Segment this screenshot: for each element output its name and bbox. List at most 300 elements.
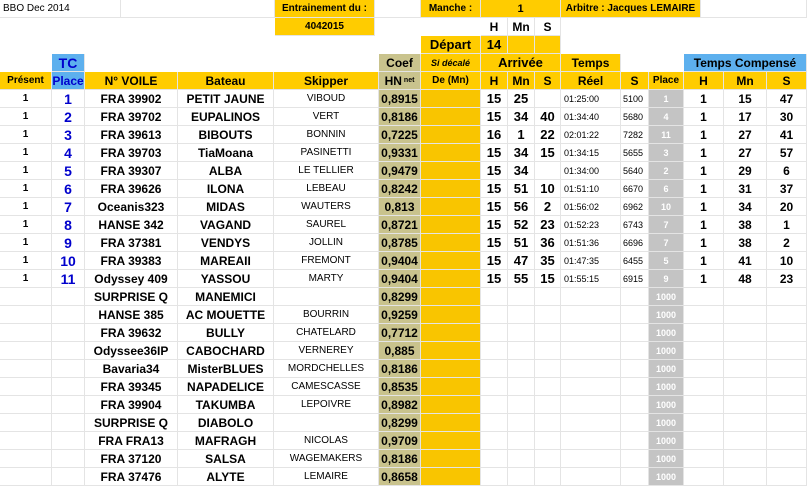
arrival-minute-cell[interactable]: 47 bbox=[508, 252, 535, 270]
comp-hour-cell[interactable]: 1 bbox=[684, 180, 724, 198]
place-cell[interactable]: 8 bbox=[52, 216, 85, 234]
comp-hour-cell[interactable]: 1 bbox=[684, 126, 724, 144]
arrival-minute-cell[interactable]: 51 bbox=[508, 234, 535, 252]
place-cell[interactable] bbox=[52, 324, 85, 342]
manche-label[interactable]: Manche : bbox=[421, 0, 481, 18]
arrival-hour-cell[interactable]: 16 bbox=[481, 126, 508, 144]
present-cell[interactable] bbox=[0, 468, 52, 486]
comp-minute-cell[interactable] bbox=[724, 396, 767, 414]
comp-hour-cell[interactable] bbox=[684, 468, 724, 486]
rank-cell[interactable]: 2 bbox=[649, 162, 684, 180]
comp-second-cell[interactable]: 23 bbox=[767, 270, 807, 288]
seconds-cell[interactable] bbox=[621, 414, 649, 432]
voile-cell[interactable]: FRA 39345 bbox=[85, 378, 178, 396]
real-time-cell[interactable]: 01:51:36 bbox=[561, 234, 621, 252]
bateau-cell[interactable]: MisterBLUES bbox=[178, 360, 274, 378]
comp-second-cell[interactable]: 57 bbox=[767, 144, 807, 162]
skipper-cell[interactable]: WAUTERS bbox=[274, 198, 379, 216]
comp-hour-cell[interactable]: 1 bbox=[684, 108, 724, 126]
voile-cell[interactable]: FRA 39702 bbox=[85, 108, 178, 126]
arrival-second-cell[interactable] bbox=[535, 450, 561, 468]
real-time-cell[interactable] bbox=[561, 360, 621, 378]
skipper-cell[interactable]: NICOLAS bbox=[274, 432, 379, 450]
place-cell[interactable]: 4 bbox=[52, 144, 85, 162]
decale-cell[interactable] bbox=[421, 396, 481, 414]
decale-cell[interactable] bbox=[421, 162, 481, 180]
rank-cell[interactable]: 5 bbox=[649, 252, 684, 270]
voile-cell[interactable]: FRA 39383 bbox=[85, 252, 178, 270]
rank-cell[interactable]: 9 bbox=[649, 270, 684, 288]
coef-cell[interactable]: 0,8186 bbox=[379, 108, 421, 126]
voile-cell[interactable]: FRA 37381 bbox=[85, 234, 178, 252]
rank-cell[interactable]: 1000 bbox=[649, 324, 684, 342]
place-cell[interactable] bbox=[52, 378, 85, 396]
rank-cell[interactable]: 1000 bbox=[649, 342, 684, 360]
bateau-cell[interactable]: MAFRAGH bbox=[178, 432, 274, 450]
coef-cell[interactable]: 0,9331 bbox=[379, 144, 421, 162]
real-time-cell[interactable]: 01:47:35 bbox=[561, 252, 621, 270]
depart-hour[interactable]: 14 bbox=[481, 36, 508, 54]
coef-cell[interactable]: 0,8721 bbox=[379, 216, 421, 234]
seconds-cell[interactable] bbox=[621, 342, 649, 360]
present-cell[interactable] bbox=[0, 324, 52, 342]
coef-cell[interactable]: 0,8299 bbox=[379, 288, 421, 306]
skipper-cell[interactable]: LEBEAU bbox=[274, 180, 379, 198]
decale-cell[interactable] bbox=[421, 450, 481, 468]
comp-second-cell[interactable] bbox=[767, 396, 807, 414]
arrival-minute-cell[interactable]: 56 bbox=[508, 198, 535, 216]
skipper-cell[interactable]: CHATELARD bbox=[274, 324, 379, 342]
entrainement-label[interactable]: Entrainement du : bbox=[275, 0, 375, 18]
voile-cell[interactable]: Odyssee36IP bbox=[85, 342, 178, 360]
arrival-second-cell[interactable]: 35 bbox=[535, 252, 561, 270]
comp-hour-cell[interactable]: 1 bbox=[684, 216, 724, 234]
place-cell[interactable]: 9 bbox=[52, 234, 85, 252]
place-cell[interactable] bbox=[52, 468, 85, 486]
skipper-cell[interactable]: VERNEREY bbox=[274, 342, 379, 360]
decale-cell[interactable] bbox=[421, 198, 481, 216]
arrival-minute-cell[interactable]: 52 bbox=[508, 216, 535, 234]
coef-cell[interactable]: 0,9404 bbox=[379, 270, 421, 288]
depart-second[interactable] bbox=[535, 36, 561, 54]
comp-minute-cell[interactable]: 48 bbox=[724, 270, 767, 288]
comp-second-cell[interactable]: 30 bbox=[767, 108, 807, 126]
present-cell[interactable] bbox=[0, 432, 52, 450]
comp-hour-cell[interactable] bbox=[684, 342, 724, 360]
comp-second-cell[interactable]: 47 bbox=[767, 90, 807, 108]
present-cell[interactable]: 1 bbox=[0, 216, 52, 234]
bateau-cell[interactable]: VAGAND bbox=[178, 216, 274, 234]
skipper-cell[interactable]: FREMONT bbox=[274, 252, 379, 270]
voile-cell[interactable]: HANSE 385 bbox=[85, 306, 178, 324]
arrival-hour-cell[interactable] bbox=[481, 360, 508, 378]
real-time-cell[interactable] bbox=[561, 450, 621, 468]
coef-cell[interactable]: 0,8915 bbox=[379, 90, 421, 108]
decale-cell[interactable] bbox=[421, 306, 481, 324]
bateau-cell[interactable]: BULLY bbox=[178, 324, 274, 342]
comp-hour-cell[interactable]: 1 bbox=[684, 90, 724, 108]
present-cell[interactable] bbox=[0, 288, 52, 306]
skipper-cell[interactable]: MORDCHELLES bbox=[274, 360, 379, 378]
comp-second-cell[interactable]: 10 bbox=[767, 252, 807, 270]
comp-minute-cell[interactable]: 29 bbox=[724, 162, 767, 180]
seconds-cell[interactable]: 5655 bbox=[621, 144, 649, 162]
real-time-cell[interactable] bbox=[561, 306, 621, 324]
skipper-cell[interactable]: VERT bbox=[274, 108, 379, 126]
real-time-cell[interactable] bbox=[561, 396, 621, 414]
place-cell[interactable] bbox=[52, 360, 85, 378]
bateau-cell[interactable]: EUPALINOS bbox=[178, 108, 274, 126]
rank-cell[interactable]: 10 bbox=[649, 198, 684, 216]
comp-second-cell[interactable] bbox=[767, 432, 807, 450]
arrival-second-cell[interactable]: 23 bbox=[535, 216, 561, 234]
voile-cell[interactable]: FRA 39904 bbox=[85, 396, 178, 414]
skipper-cell[interactable]: CAMESCASSE bbox=[274, 378, 379, 396]
rank-cell[interactable]: 1000 bbox=[649, 396, 684, 414]
skipper-cell[interactable]: LEPOIVRE bbox=[274, 396, 379, 414]
coef-cell[interactable]: 0,885 bbox=[379, 342, 421, 360]
arrival-hour-cell[interactable]: 15 bbox=[481, 216, 508, 234]
bateau-cell[interactable]: SALSA bbox=[178, 450, 274, 468]
rank-cell[interactable]: 1000 bbox=[649, 378, 684, 396]
arrival-hour-cell[interactable]: 15 bbox=[481, 144, 508, 162]
voile-cell[interactable]: FRA 37476 bbox=[85, 468, 178, 486]
seconds-cell[interactable] bbox=[621, 288, 649, 306]
comp-hour-cell[interactable]: 1 bbox=[684, 162, 724, 180]
decale-cell[interactable] bbox=[421, 288, 481, 306]
place-cell[interactable]: 1 bbox=[52, 90, 85, 108]
arrival-second-cell[interactable] bbox=[535, 162, 561, 180]
comp-second-cell[interactable]: 20 bbox=[767, 198, 807, 216]
real-time-cell[interactable]: 01:34:15 bbox=[561, 144, 621, 162]
arrival-second-cell[interactable]: 15 bbox=[535, 144, 561, 162]
comp-minute-cell[interactable] bbox=[724, 432, 767, 450]
arbitre[interactable]: Arbitre : Jacques LEMAIRE bbox=[561, 0, 701, 18]
seconds-cell[interactable]: 6743 bbox=[621, 216, 649, 234]
decale-cell[interactable] bbox=[421, 270, 481, 288]
place-cell[interactable] bbox=[52, 288, 85, 306]
arrival-hour-cell[interactable] bbox=[481, 468, 508, 486]
voile-cell[interactable]: Odyssey 409 bbox=[85, 270, 178, 288]
arrival-minute-cell[interactable] bbox=[508, 450, 535, 468]
present-cell[interactable] bbox=[0, 306, 52, 324]
arrival-minute-cell[interactable] bbox=[508, 342, 535, 360]
coef-cell[interactable]: 0,9259 bbox=[379, 306, 421, 324]
comp-minute-cell[interactable]: 38 bbox=[724, 216, 767, 234]
arrival-minute-cell[interactable] bbox=[508, 306, 535, 324]
skipper-cell[interactable]: LEMAIRE bbox=[274, 468, 379, 486]
decale-cell[interactable] bbox=[421, 324, 481, 342]
skipper-cell[interactable]: SAUREL bbox=[274, 216, 379, 234]
decale-cell[interactable] bbox=[421, 234, 481, 252]
comp-hour-cell[interactable] bbox=[684, 360, 724, 378]
rank-cell[interactable]: 7 bbox=[649, 216, 684, 234]
skipper-cell[interactable]: PASINETTI bbox=[274, 144, 379, 162]
seconds-cell[interactable]: 6915 bbox=[621, 270, 649, 288]
arrival-second-cell[interactable] bbox=[535, 90, 561, 108]
seconds-cell[interactable]: 6962 bbox=[621, 198, 649, 216]
arrival-hour-cell[interactable] bbox=[481, 396, 508, 414]
arrival-second-cell[interactable] bbox=[535, 396, 561, 414]
arrival-hour-cell[interactable] bbox=[481, 342, 508, 360]
rank-cell[interactable]: 1000 bbox=[649, 432, 684, 450]
voile-cell[interactable]: Bavaria34 bbox=[85, 360, 178, 378]
arrival-hour-cell[interactable] bbox=[481, 306, 508, 324]
seconds-cell[interactable] bbox=[621, 396, 649, 414]
bateau-cell[interactable]: MANEMICI bbox=[178, 288, 274, 306]
comp-hour-cell[interactable]: 1 bbox=[684, 144, 724, 162]
present-cell[interactable]: 1 bbox=[0, 108, 52, 126]
arrival-minute-cell[interactable]: 25 bbox=[508, 90, 535, 108]
present-cell[interactable]: 1 bbox=[0, 198, 52, 216]
voile-cell[interactable]: FRA 39613 bbox=[85, 126, 178, 144]
bateau-cell[interactable]: TiaMoana bbox=[178, 144, 274, 162]
comp-minute-cell[interactable]: 38 bbox=[724, 234, 767, 252]
comp-second-cell[interactable] bbox=[767, 378, 807, 396]
comp-minute-cell[interactable] bbox=[724, 450, 767, 468]
arrival-minute-cell[interactable] bbox=[508, 432, 535, 450]
comp-minute-cell[interactable] bbox=[724, 378, 767, 396]
present-cell[interactable] bbox=[0, 396, 52, 414]
skipper-cell[interactable] bbox=[274, 414, 379, 432]
present-cell[interactable]: 1 bbox=[0, 270, 52, 288]
place-cell[interactable] bbox=[52, 450, 85, 468]
place-cell[interactable]: 10 bbox=[52, 252, 85, 270]
present-cell[interactable]: 1 bbox=[0, 162, 52, 180]
comp-minute-cell[interactable] bbox=[724, 324, 767, 342]
bateau-cell[interactable]: BIBOUTS bbox=[178, 126, 274, 144]
skipper-cell[interactable]: VIBOUD bbox=[274, 90, 379, 108]
place-cell[interactable] bbox=[52, 342, 85, 360]
present-cell[interactable] bbox=[0, 450, 52, 468]
arrival-hour-cell[interactable]: 15 bbox=[481, 198, 508, 216]
comp-minute-cell[interactable]: 41 bbox=[724, 252, 767, 270]
bateau-cell[interactable]: DIABOLO bbox=[178, 414, 274, 432]
seconds-cell[interactable]: 6670 bbox=[621, 180, 649, 198]
place-cell[interactable] bbox=[52, 432, 85, 450]
comp-minute-cell[interactable]: 34 bbox=[724, 198, 767, 216]
rank-cell[interactable]: 1000 bbox=[649, 450, 684, 468]
bateau-cell[interactable]: CABOCHARD bbox=[178, 342, 274, 360]
real-time-cell[interactable] bbox=[561, 342, 621, 360]
comp-hour-cell[interactable]: 1 bbox=[684, 198, 724, 216]
voile-cell[interactable]: SURPRISE Q bbox=[85, 288, 178, 306]
voile-cell[interactable]: FRA 39632 bbox=[85, 324, 178, 342]
voile-cell[interactable]: FRA 37120 bbox=[85, 450, 178, 468]
rank-cell[interactable]: 1000 bbox=[649, 306, 684, 324]
bateau-cell[interactable]: ALYTE bbox=[178, 468, 274, 486]
arrival-second-cell[interactable] bbox=[535, 306, 561, 324]
real-time-cell[interactable]: 01:34:40 bbox=[561, 108, 621, 126]
decale-cell[interactable] bbox=[421, 432, 481, 450]
arrival-second-cell[interactable]: 36 bbox=[535, 234, 561, 252]
real-time-cell[interactable]: 01:55:15 bbox=[561, 270, 621, 288]
arrival-second-cell[interactable] bbox=[535, 324, 561, 342]
real-time-cell[interactable] bbox=[561, 432, 621, 450]
bateau-cell[interactable]: PETIT JAUNE bbox=[178, 90, 274, 108]
bateau-cell[interactable]: ILONA bbox=[178, 180, 274, 198]
present-cell[interactable]: 1 bbox=[0, 180, 52, 198]
comp-second-cell[interactable]: 2 bbox=[767, 234, 807, 252]
arrival-second-cell[interactable]: 40 bbox=[535, 108, 561, 126]
comp-minute-cell[interactable]: 17 bbox=[724, 108, 767, 126]
comp-minute-cell[interactable]: 27 bbox=[724, 126, 767, 144]
place-cell[interactable] bbox=[52, 306, 85, 324]
real-time-cell[interactable]: 01:51:10 bbox=[561, 180, 621, 198]
arrival-hour-cell[interactable] bbox=[481, 432, 508, 450]
decale-cell[interactable] bbox=[421, 342, 481, 360]
comp-second-cell[interactable] bbox=[767, 288, 807, 306]
skipper-cell[interactable]: BONNIN bbox=[274, 126, 379, 144]
rank-cell[interactable]: 4 bbox=[649, 108, 684, 126]
arrival-hour-cell[interactable]: 15 bbox=[481, 234, 508, 252]
arrival-hour-cell[interactable] bbox=[481, 324, 508, 342]
comp-minute-cell[interactable] bbox=[724, 414, 767, 432]
coef-cell[interactable]: 0,7225 bbox=[379, 126, 421, 144]
rank-cell[interactable]: 1000 bbox=[649, 468, 684, 486]
comp-minute-cell[interactable]: 31 bbox=[724, 180, 767, 198]
seconds-cell[interactable] bbox=[621, 468, 649, 486]
decale-cell[interactable] bbox=[421, 360, 481, 378]
decale-cell[interactable] bbox=[421, 468, 481, 486]
coef-cell[interactable]: 0,9404 bbox=[379, 252, 421, 270]
real-time-cell[interactable]: 01:25:00 bbox=[561, 90, 621, 108]
seconds-cell[interactable]: 5640 bbox=[621, 162, 649, 180]
comp-hour-cell[interactable] bbox=[684, 324, 724, 342]
comp-minute-cell[interactable] bbox=[724, 468, 767, 486]
comp-hour-cell[interactable] bbox=[684, 396, 724, 414]
voile-cell[interactable]: FRA 39307 bbox=[85, 162, 178, 180]
skipper-cell[interactable]: BOURRIN bbox=[274, 306, 379, 324]
arrival-minute-cell[interactable] bbox=[508, 378, 535, 396]
arrival-minute-cell[interactable] bbox=[508, 396, 535, 414]
bateau-cell[interactable]: ALBA bbox=[178, 162, 274, 180]
rank-cell[interactable]: 1 bbox=[649, 90, 684, 108]
present-cell[interactable] bbox=[0, 342, 52, 360]
seconds-cell[interactable] bbox=[621, 360, 649, 378]
arrival-hour-cell[interactable]: 15 bbox=[481, 108, 508, 126]
coef-cell[interactable]: 0,8186 bbox=[379, 360, 421, 378]
place-cell[interactable] bbox=[52, 396, 85, 414]
decale-cell[interactable] bbox=[421, 216, 481, 234]
arrival-second-cell[interactable] bbox=[535, 468, 561, 486]
decale-cell[interactable] bbox=[421, 126, 481, 144]
arrival-minute-cell[interactable]: 51 bbox=[508, 180, 535, 198]
decale-cell[interactable] bbox=[421, 90, 481, 108]
comp-second-cell[interactable] bbox=[767, 360, 807, 378]
present-cell[interactable] bbox=[0, 414, 52, 432]
real-time-cell[interactable] bbox=[561, 378, 621, 396]
comp-minute-cell[interactable]: 15 bbox=[724, 90, 767, 108]
rank-cell[interactable]: 3 bbox=[649, 144, 684, 162]
decale-cell[interactable] bbox=[421, 414, 481, 432]
coef-cell[interactable]: 0,8242 bbox=[379, 180, 421, 198]
coef-cell[interactable]: 0,8186 bbox=[379, 450, 421, 468]
seconds-cell[interactable]: 5100 bbox=[621, 90, 649, 108]
arrival-second-cell[interactable]: 22 bbox=[535, 126, 561, 144]
bateau-cell[interactable]: VENDYS bbox=[178, 234, 274, 252]
arrival-hour-cell[interactable]: 15 bbox=[481, 162, 508, 180]
seconds-cell[interactable]: 5680 bbox=[621, 108, 649, 126]
place-cell[interactable]: 3 bbox=[52, 126, 85, 144]
coef-cell[interactable]: 0,813 bbox=[379, 198, 421, 216]
date-value[interactable]: 4042015 bbox=[275, 18, 375, 36]
place-cell[interactable]: 2 bbox=[52, 108, 85, 126]
place-cell[interactable]: 5 bbox=[52, 162, 85, 180]
comp-second-cell[interactable] bbox=[767, 306, 807, 324]
voile-cell[interactable]: SURPRISE Q bbox=[85, 414, 178, 432]
place-cell[interactable] bbox=[52, 414, 85, 432]
real-time-cell[interactable] bbox=[561, 468, 621, 486]
seconds-cell[interactable] bbox=[621, 324, 649, 342]
comp-second-cell[interactable] bbox=[767, 450, 807, 468]
skipper-cell[interactable]: WAGEMAKERS bbox=[274, 450, 379, 468]
skipper-cell[interactable]: MARTY bbox=[274, 270, 379, 288]
rank-cell[interactable]: 1000 bbox=[649, 414, 684, 432]
present-cell[interactable]: 1 bbox=[0, 126, 52, 144]
comp-minute-cell[interactable] bbox=[724, 360, 767, 378]
arrival-minute-cell[interactable] bbox=[508, 324, 535, 342]
present-cell[interactable]: 1 bbox=[0, 144, 52, 162]
decale-cell[interactable] bbox=[421, 378, 481, 396]
arrival-hour-cell[interactable] bbox=[481, 288, 508, 306]
arrival-second-cell[interactable] bbox=[535, 342, 561, 360]
decale-cell[interactable] bbox=[421, 180, 481, 198]
comp-minute-cell[interactable] bbox=[724, 288, 767, 306]
arrival-second-cell[interactable] bbox=[535, 288, 561, 306]
arrival-minute-cell[interactable]: 34 bbox=[508, 144, 535, 162]
voile-cell[interactable]: FRA 39626 bbox=[85, 180, 178, 198]
comp-hour-cell[interactable]: 1 bbox=[684, 252, 724, 270]
arrival-hour-cell[interactable] bbox=[481, 378, 508, 396]
comp-hour-cell[interactable]: 1 bbox=[684, 270, 724, 288]
bateau-cell[interactable]: NAPADELICE bbox=[178, 378, 274, 396]
comp-second-cell[interactable] bbox=[767, 468, 807, 486]
present-cell[interactable] bbox=[0, 360, 52, 378]
present-cell[interactable] bbox=[0, 378, 52, 396]
comp-hour-cell[interactable] bbox=[684, 306, 724, 324]
seconds-cell[interactable]: 7282 bbox=[621, 126, 649, 144]
coef-cell[interactable]: 0,8982 bbox=[379, 396, 421, 414]
depart-minute[interactable] bbox=[508, 36, 535, 54]
comp-minute-cell[interactable] bbox=[724, 342, 767, 360]
seconds-cell[interactable]: 6455 bbox=[621, 252, 649, 270]
bateau-cell[interactable]: MIDAS bbox=[178, 198, 274, 216]
present-cell[interactable]: 1 bbox=[0, 234, 52, 252]
rank-cell[interactable]: 1000 bbox=[649, 360, 684, 378]
comp-second-cell[interactable] bbox=[767, 324, 807, 342]
arrival-hour-cell[interactable]: 15 bbox=[481, 252, 508, 270]
arrival-second-cell[interactable] bbox=[535, 414, 561, 432]
seconds-cell[interactable] bbox=[621, 432, 649, 450]
arrival-second-cell[interactable]: 15 bbox=[535, 270, 561, 288]
bateau-cell[interactable]: TAKUMBA bbox=[178, 396, 274, 414]
decale-cell[interactable] bbox=[421, 108, 481, 126]
arrival-hour-cell[interactable]: 15 bbox=[481, 270, 508, 288]
real-time-cell[interactable]: 01:34:00 bbox=[561, 162, 621, 180]
place-cell[interactable]: 7 bbox=[52, 198, 85, 216]
bateau-cell[interactable]: YASSOU bbox=[178, 270, 274, 288]
rank-cell[interactable]: 1000 bbox=[649, 288, 684, 306]
real-time-cell[interactable] bbox=[561, 414, 621, 432]
comp-minute-cell[interactable]: 27 bbox=[724, 144, 767, 162]
coef-cell[interactable]: 0,9479 bbox=[379, 162, 421, 180]
coef-cell[interactable]: 0,8785 bbox=[379, 234, 421, 252]
arrival-minute-cell[interactable] bbox=[508, 468, 535, 486]
arrival-minute-cell[interactable]: 55 bbox=[508, 270, 535, 288]
rank-cell[interactable]: 11 bbox=[649, 126, 684, 144]
arrival-minute-cell[interactable] bbox=[508, 288, 535, 306]
